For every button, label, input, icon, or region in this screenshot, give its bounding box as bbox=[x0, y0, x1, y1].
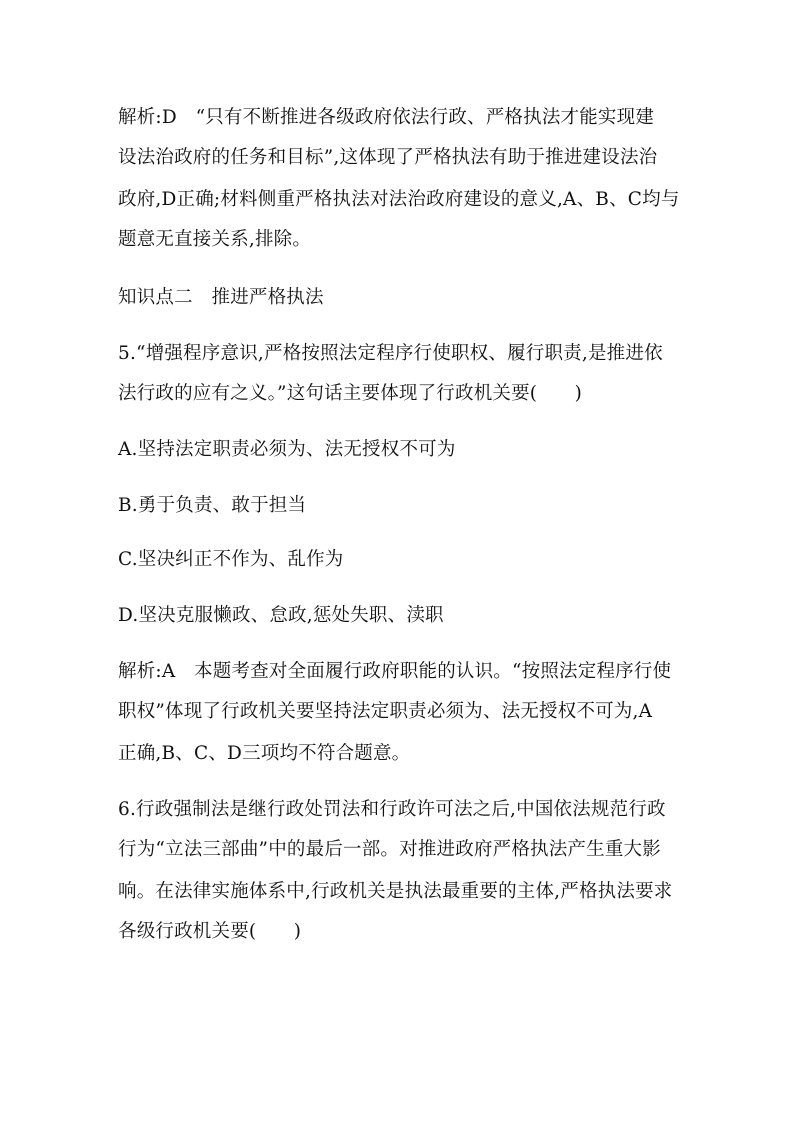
answer-5-explanation-line-2: 职权”体现了行政机关要坚持法定职责必须为、法无授权不可为,A bbox=[118, 701, 653, 722]
question-6-line-1: 6.行政强制法是继行政处罚法和行政许可法之后,中国依法规范行政 bbox=[118, 799, 666, 820]
section-heading: 知识点二 推进严格执法 bbox=[118, 287, 324, 308]
question-5-option-c: C.坚决纠正不作为、乱作为 bbox=[118, 549, 344, 570]
question-6-line-4: 各级行政机关要( ) bbox=[118, 921, 302, 942]
question-6-line-3: 响。在法律实施体系中,行政机关是执法最重要的主体,严格执法要求 bbox=[118, 881, 673, 902]
question-6-line-2: 行为“立法三部曲”中的最后一部。对推进政府严格执法产生重大影 bbox=[118, 839, 661, 860]
question-5-option-d: D.坚决克服懒政、怠政,惩处失职、渎职 bbox=[118, 605, 444, 626]
answer-4-explanation-line-1: 解析:D “只有不断推进各级政府依法行政、严格执法才能实现建 bbox=[118, 107, 655, 128]
answer-5-explanation-line-3: 正确,B、C、D三项均不符合题意。 bbox=[118, 743, 411, 764]
answer-4-explanation-line-2: 设法治政府的任务和目标”,这体现了严格执法有助于推进建设法治 bbox=[118, 147, 658, 168]
question-5-option-b: B.勇于负责、敢于担当 bbox=[118, 495, 307, 516]
answer-4-explanation-line-3: 政府,D正确;材料侧重严格执法对法治政府建设的意义,A、B、C均与 bbox=[118, 189, 680, 210]
answer-4-explanation-line-4: 题意无直接关系,排除。 bbox=[118, 229, 312, 250]
question-5-line-1: 5.“增强程序意识,严格按照法定程序行使职权、履行职责,是推进依 bbox=[118, 343, 663, 364]
question-5-option-a: A.坚持法定职责必须为、法无授权不可为 bbox=[118, 439, 456, 460]
question-5-line-2: 法行政的应有之义。”这句话主要体现了行政机关要( ) bbox=[118, 383, 583, 404]
answer-5-explanation-line-1: 解析:A 本题考查对全面履行政府职能的认识。“按照法定程序行使 bbox=[118, 661, 672, 682]
